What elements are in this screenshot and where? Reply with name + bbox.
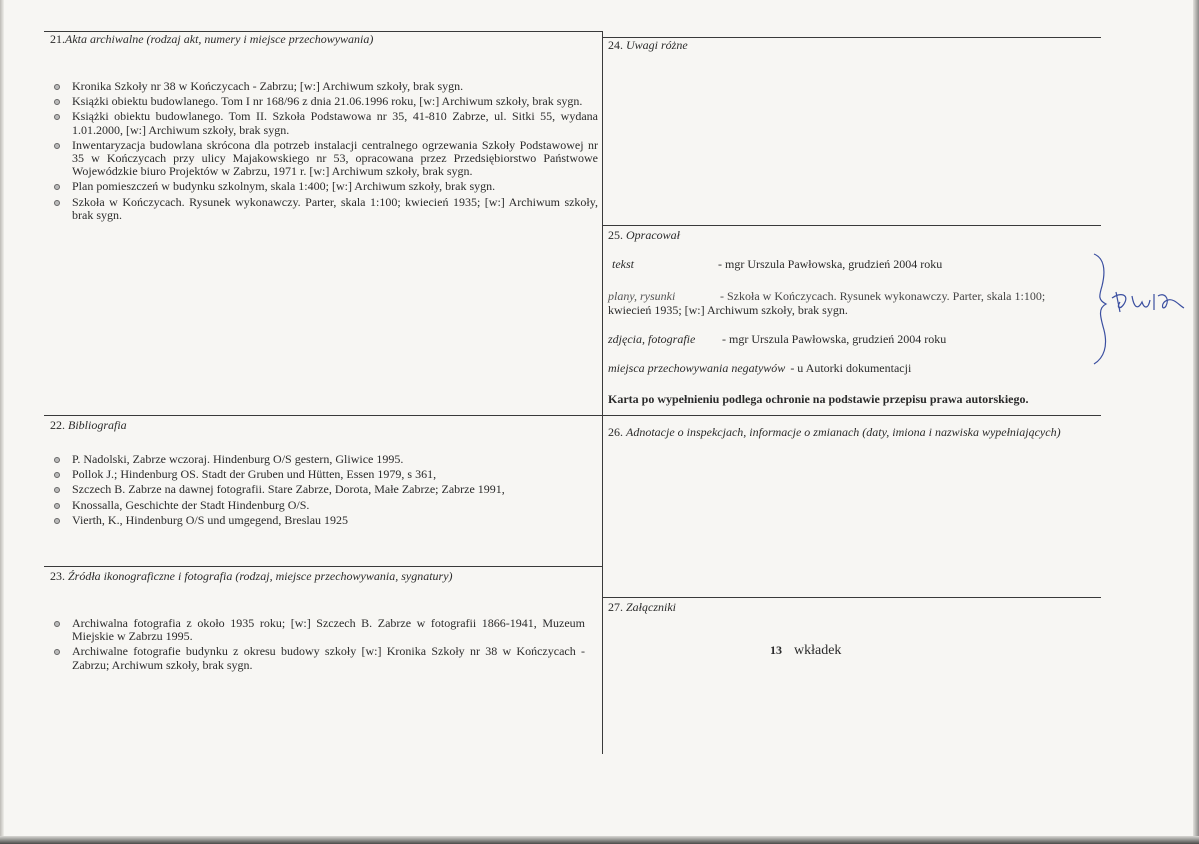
section-23-title-text: Źródła ikonograficzne i fotografia (rodzaj, miejsce przechowywania, sygnatury)	[68, 569, 453, 583]
bullet-icon	[54, 487, 60, 493]
list-item	[50, 180, 598, 193]
list-item	[50, 483, 598, 496]
bullet-icon	[54, 472, 60, 478]
list-item	[50, 95, 598, 108]
section-27-title-text: Załączniki	[626, 600, 676, 614]
section-22-number: 22.	[50, 418, 65, 432]
bullet-icon	[54, 143, 60, 149]
section-21-title	[50, 32, 373, 47]
plany-label: plany, rysunki	[608, 289, 676, 303]
bullet-icon	[54, 200, 60, 206]
bullet-icon	[54, 457, 60, 463]
copyright-note: Karta po wypełnieniu podlega ochronie na podstawie przepisu prawa autorskiego.	[608, 392, 1029, 406]
plany-row	[608, 289, 1045, 304]
attachments-count	[770, 643, 841, 659]
bullet-icon	[54, 184, 60, 190]
plany-value-2: kwiecień 1935; [w:] Archiwum szkoły, brak sygn.	[608, 303, 848, 317]
rule-22-23	[44, 566, 602, 567]
section-24-title-text: Uwagi różne	[626, 38, 688, 52]
miejsca-label: miejsca przechowywania negatywów	[608, 361, 786, 375]
list-item-text: Szkoła w Kończycach. Rysunek wykonawczy. Parter, skala 1:100; kwiecień 1935; [w:] Archiwum szkoły, brak sygn.	[72, 194, 598, 222]
page-edge-right	[1193, 0, 1199, 844]
section-22-list	[50, 453, 598, 529]
tekst-row	[612, 257, 942, 272]
bullet-icon	[54, 99, 60, 105]
section-27-title	[608, 600, 676, 615]
section-26-title	[608, 425, 1061, 440]
list-item-text: Szczech B. Zabrze na dawnej fotografii. Stare Zabrze, Dorota, Małe Zabrze; Zabrze 1991,	[72, 482, 505, 497]
plany-value: - Szkoła w Kończycach. Rysunek wykonawczy. Parter, skala 1:100;	[720, 289, 1046, 303]
miejsca-value: - u Autorki dokumentacji	[790, 361, 912, 375]
list-item-text: Archiwalne fotografie budynku z okresu budowy szkoły [w:] Kronika Szkoły nr 38 w Kończycach - Zabrzu; Archiwum szkoły, brak sygn.	[72, 644, 585, 672]
attachments-label: wkładek	[794, 643, 842, 658]
bullet-icon	[54, 503, 60, 509]
bullet-icon	[54, 518, 60, 524]
list-item-text: Książki obiektu budowlanego. Tom I nr 168/96 z dnia 21.06.1996 roku, [w:] Archiwum szkoły, brak sygn.	[72, 94, 583, 109]
rule-24-25	[603, 225, 1101, 226]
list-item-text: Vierth, K., Hindenburg O/S und umgegend, Breslau 1925	[72, 512, 349, 527]
miejsca-row	[608, 361, 911, 376]
section-23-title	[50, 569, 453, 584]
section-21-number: 21.	[50, 32, 65, 46]
section-27-number: 27.	[608, 600, 623, 614]
tekst-label: tekst	[612, 257, 634, 271]
section-21-title-text: Akta archiwalne (rodzaj akt, numery i miejsce przechowywania)	[65, 32, 374, 46]
list-item	[50, 110, 598, 136]
rule-center-vertical	[602, 31, 603, 754]
list-item	[50, 514, 598, 527]
section-25-title	[608, 228, 680, 243]
list-item	[50, 617, 585, 643]
list-item	[50, 645, 585, 671]
section-22-title-text: Bibliografia	[68, 418, 127, 432]
bullet-icon	[54, 621, 60, 627]
zdjecia-label: zdjęcia, fotografie	[608, 332, 696, 346]
list-item	[50, 80, 598, 93]
list-item	[50, 453, 598, 466]
list-item	[50, 499, 598, 512]
section-22-title	[50, 418, 127, 433]
list-item-text: Kronika Szkoły nr 38 w Kończycach - Zabrzu; [w:] Archiwum szkoły, brak sygn.	[72, 79, 464, 93]
list-item	[50, 139, 598, 179]
list-item-text: Knossalla, Geschichte der Stadt Hindenburg O/S.	[72, 497, 310, 512]
section-25-number: 25.	[608, 228, 623, 242]
plany-row-2	[608, 303, 848, 318]
section-23-list	[50, 617, 585, 674]
page-edge-bottom	[0, 836, 1199, 844]
section-25-title-text: Opracował	[626, 228, 680, 242]
zdjecia-value: - mgr Urszula Pawłowska, grudzień 2004 roku	[722, 332, 947, 346]
rule-26-27	[603, 597, 1101, 598]
list-item-text: Inwentaryzacja budowlana skrócona dla potrzeb instalacji centralnego ogrzewania Szkoły Podstawowej nr 35 w Kończycach przy ulicy Majakowskiego nr 53, opracowana przez Przedsiębiorstwo Państwowe Wojewódzkie biuro Projektów w Zabrzu, 1971 r. [w:] Archiwum szkoły, brak sygn.	[72, 137, 598, 179]
list-item-text: P. Nadolski, Zabrze wczoraj. Hindenburg O/S gestern, Gliwice 1995.	[72, 452, 404, 466]
section-24-number: 24.	[608, 38, 623, 52]
rule-21-22	[44, 415, 1101, 416]
signature-icon	[1112, 292, 1184, 312]
list-item-text: Pollok J.; Hindenburg OS. Stadt der Gruben und Hütten, Essen 1979, s 361,	[72, 467, 437, 482]
section-21-list	[50, 80, 598, 224]
section-26-title-text: Adnotacje o inspekcjach, informacje o zmianach (daty, imiona i nazwiska wypełniających)	[626, 425, 1061, 439]
section-23-number: 23.	[50, 569, 65, 583]
bullet-icon	[54, 84, 60, 90]
section-26-number: 26.	[608, 425, 623, 439]
page-edge-left	[0, 0, 4, 844]
section-24-title	[608, 38, 688, 53]
tekst-value: - mgr Urszula Pawłowska, grudzień 2004 roku	[718, 257, 943, 271]
zdjecia-row	[608, 332, 946, 347]
handwritten-bracket-signature	[1090, 252, 1192, 372]
list-item-text: Plan pomieszczeń w budynku szkolnym, skala 1:400; [w:] Archiwum szkoły, brak sygn.	[72, 179, 496, 194]
list-item	[50, 196, 598, 222]
bullet-icon	[54, 649, 60, 655]
attachments-number: 13	[770, 643, 782, 657]
list-item-text: Archiwalna fotografia z około 1935 roku; [w:] Szczech B. Zabrze w fotografii 1866-1941, Muzeum Miejskie w Zabrzu 1995.	[72, 616, 585, 644]
list-item-text: Książki obiektu budowlanego. Tom II. Szkoła Podstawowa nr 35, 41-810 Zabrze, ul. Sitki 55, wydana 1.01.2000, [w:] Archiwum szkoły, brak sygn.	[72, 109, 598, 137]
bullet-icon	[54, 114, 60, 120]
list-item	[50, 468, 598, 481]
